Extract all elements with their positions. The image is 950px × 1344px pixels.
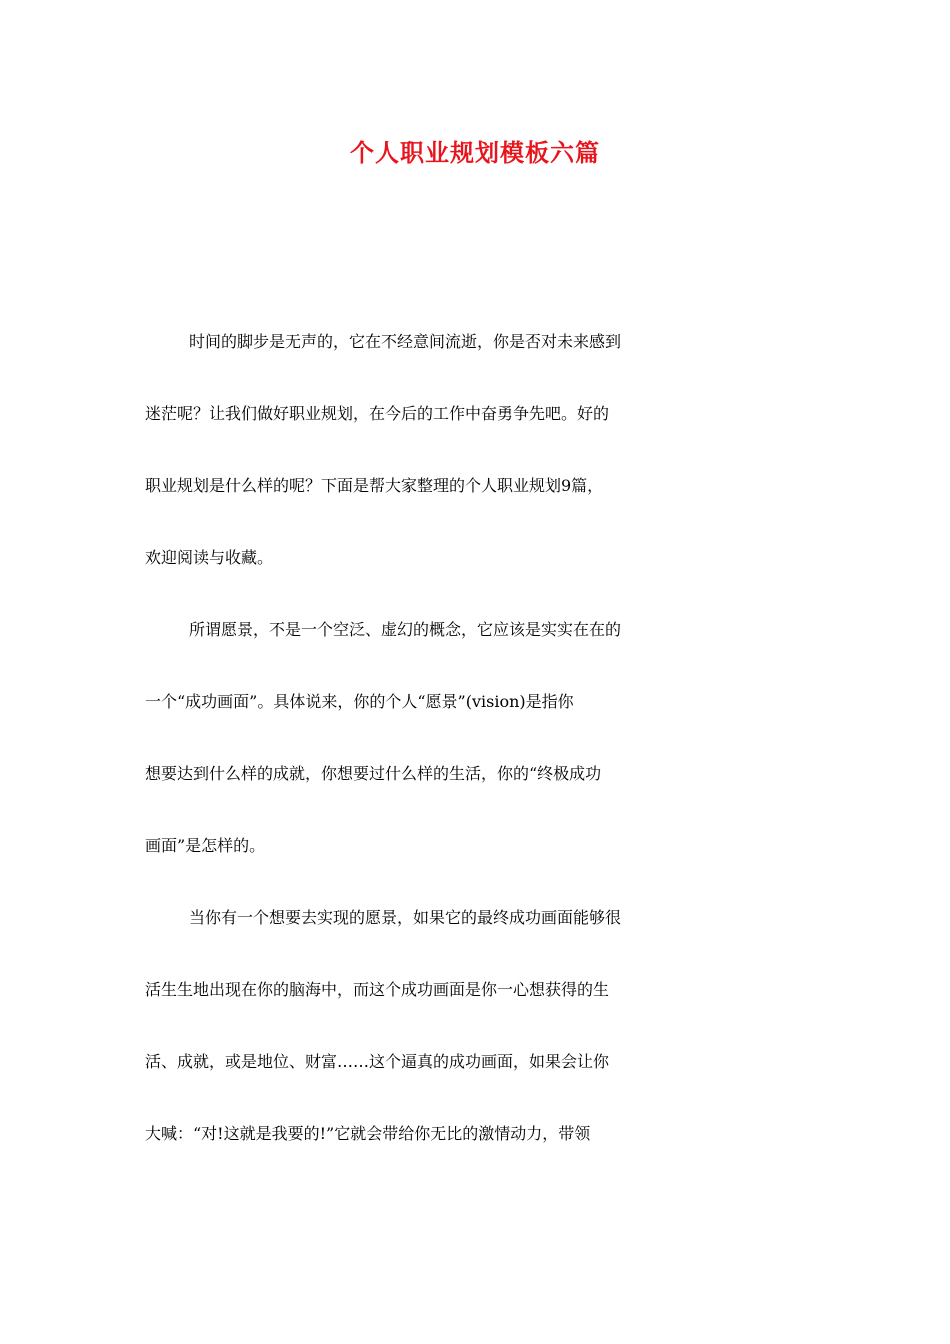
paragraph-line: 一个“成功画面”。具体说来，你的个人“愿景”(vision)是指你 — [145, 692, 574, 711]
paragraph-3 — [145, 894, 807, 1182]
paragraph-line: 时间的脚步是无声的，它在不经意间流逝，你是否对未来感到 — [189, 332, 622, 351]
paragraph-line: 活生生地出现在你的脑海中，而这个成功画面是你一心想获得的生 — [145, 980, 610, 999]
paragraph-line: 所谓愿景，不是一个空泛、虚幻的概念，它应该是实实在在的 — [189, 620, 622, 639]
document-title: 个人职业规划模板六篇 — [350, 138, 600, 167]
paragraph-line: 迷茫呢？让我们做好职业规划，在今后的工作中奋勇争先吧。好的 — [145, 404, 610, 423]
paragraph-line: 想要达到什么样的成就，你想要过什么样的生活，你的“终极成功 — [145, 764, 602, 783]
paragraph-2 — [145, 606, 807, 894]
paragraph-1 — [145, 318, 807, 606]
paragraph-line: 大喊：“对!这就是我要的!”它就会带给你无比的激情动力，带领 — [145, 1124, 591, 1143]
paragraph-line: 欢迎阅读与收藏。 — [145, 548, 274, 567]
paragraph-line: 活、成就，或是地位、财富……这个逼真的成功画面，如果会让你 — [145, 1052, 610, 1071]
paragraph-line: 职业规划是什么样的呢？下面是帮大家整理的个人职业规划9篇， — [145, 476, 604, 495]
document-body — [145, 318, 807, 1182]
paragraph-line: 画面”是怎样的。 — [145, 836, 266, 855]
paragraph-line: 当你有一个想要去实现的愿景，如果它的最终成功画面能够很 — [189, 908, 622, 927]
